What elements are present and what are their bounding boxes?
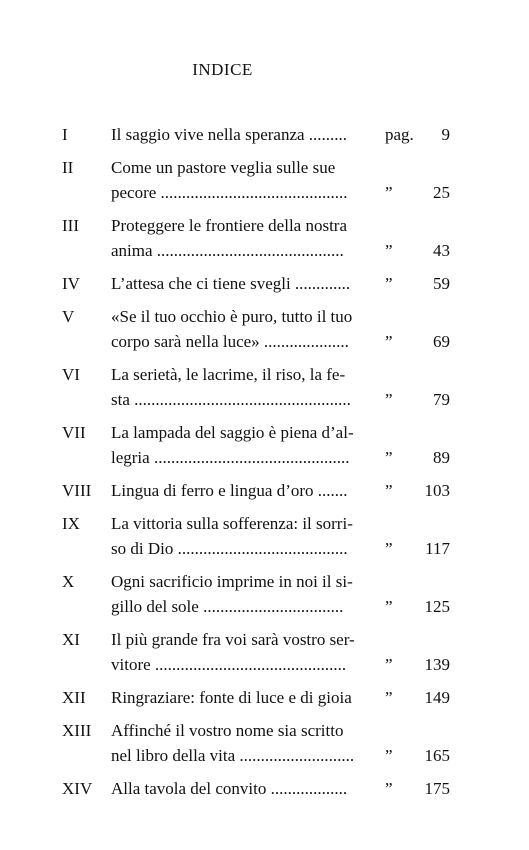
chapter-title	[111, 271, 373, 296]
page-number: 103	[424, 481, 450, 500]
chapter-title-line: Come un pastore veglia sulle sue	[111, 158, 336, 177]
chapter-title	[111, 362, 373, 412]
chapter-title-line: pecore ............................................	[111, 183, 348, 202]
toc-entry	[62, 271, 452, 296]
chapter-title-line: vitore .............................................	[111, 655, 347, 674]
page-reference	[377, 387, 452, 412]
chapter-title-line: Alla tavola del convito ..................	[111, 779, 348, 798]
chapter-number: III	[62, 216, 79, 235]
chapter-title-line: gillo del sole .................................	[111, 597, 344, 616]
chapter-number: II	[62, 158, 74, 177]
page-number: 175	[424, 779, 450, 798]
chapter-title-line: Ogni sacrificio imprime in noi il si-	[111, 572, 353, 591]
toc-entry	[62, 718, 452, 768]
page-reference	[377, 122, 452, 147]
page-number: 117	[425, 539, 450, 558]
chapter-title-line: sta ...................................................	[111, 390, 351, 409]
toc-entry	[62, 478, 452, 503]
page-number: 89	[433, 448, 450, 467]
page-reference	[377, 478, 452, 503]
toc-entry	[62, 155, 452, 205]
page-number: 9	[441, 125, 450, 144]
chapter-title-line: Proteggere le frontiere della nostra	[111, 216, 348, 235]
chapter-title	[111, 627, 373, 677]
page-title: INDICE	[192, 60, 253, 79]
toc-entry	[62, 304, 452, 354]
chapter-number: VIII	[62, 481, 92, 500]
page-reference	[377, 445, 452, 470]
page-prefix: ”	[385, 274, 393, 293]
toc-entry	[62, 776, 452, 801]
page-prefix: ”	[385, 448, 393, 467]
page-prefix: pag.	[385, 125, 414, 144]
page-number: 125	[424, 597, 450, 616]
page-reference	[377, 652, 452, 677]
chapter-title	[111, 478, 373, 503]
page-number: 139	[424, 655, 450, 674]
page-number: 43	[433, 241, 450, 260]
page-prefix: ”	[385, 779, 393, 798]
chapter-title-line: La lampada del saggio è piena d’al-	[111, 423, 354, 442]
page-number: 165	[424, 746, 450, 765]
toc-entry	[62, 627, 452, 677]
chapter-title	[111, 155, 373, 205]
page-reference	[377, 536, 452, 561]
page-reference	[377, 743, 452, 768]
page-number: 25	[433, 183, 450, 202]
chapter-number: XIV	[62, 779, 93, 798]
toc-entry	[62, 569, 452, 619]
chapter-title	[111, 511, 373, 561]
chapter-title	[111, 213, 373, 263]
chapter-title	[111, 420, 373, 470]
page-prefix: ”	[385, 183, 393, 202]
chapter-title	[111, 569, 373, 619]
chapter-number: VII	[62, 423, 86, 442]
chapter-number: VI	[62, 365, 80, 384]
page-number: 149	[424, 688, 450, 707]
table-of-contents	[62, 122, 452, 809]
page-number: 79	[433, 390, 450, 409]
chapter-title-line: «Se il tuo occhio è puro, tutto il tuo	[111, 307, 353, 326]
toc-entry	[62, 420, 452, 470]
chapter-title-line: corpo sarà nella luce» ....................	[111, 332, 349, 351]
page-prefix: ”	[385, 688, 393, 707]
page-reference	[377, 594, 452, 619]
chapter-title-line: La serietà, le lacrime, il riso, la fe-	[111, 365, 346, 384]
page-reference	[377, 685, 452, 710]
chapter-title	[111, 718, 373, 768]
chapter-title	[111, 685, 373, 710]
chapter-title-line: L’attesa che ci tiene svegli .............	[111, 274, 351, 293]
page-prefix: ”	[385, 332, 393, 351]
page-number: 69	[433, 332, 450, 351]
chapter-title-line: Il più grande fra voi sarà vostro ser-	[111, 630, 355, 649]
page-prefix: ”	[385, 597, 393, 616]
page-reference	[377, 180, 452, 205]
page-prefix: ”	[385, 655, 393, 674]
chapter-title-line: Affinché il vostro nome sia scritto	[111, 721, 344, 740]
toc-entry	[62, 122, 452, 147]
toc-entry	[62, 362, 452, 412]
toc-entry	[62, 213, 452, 263]
chapter-title	[111, 122, 373, 147]
chapter-title-line: Ringraziare: fonte di luce e di gioia	[111, 688, 352, 707]
chapter-title-line: nel libro della vita ...........................	[111, 746, 355, 765]
toc-entry	[62, 511, 452, 561]
chapter-number: XIII	[62, 721, 92, 740]
chapter-number: XII	[62, 688, 86, 707]
page-number: 59	[433, 274, 450, 293]
page-reference	[377, 776, 452, 801]
chapter-title-line: Il saggio vive nella speranza .........	[111, 125, 348, 144]
page-prefix: ”	[385, 746, 393, 765]
chapter-title	[111, 304, 373, 354]
chapter-title-line: Lingua di ferro e lingua d’oro .......	[111, 481, 348, 500]
chapter-title-line: anima ............................................	[111, 241, 344, 260]
chapter-number: IX	[62, 514, 80, 533]
chapter-number: IV	[62, 274, 80, 293]
page-reference	[377, 271, 452, 296]
chapter-title-line: legria ..............................................	[111, 448, 350, 467]
page-prefix: ”	[385, 241, 393, 260]
page-reference	[377, 329, 452, 354]
chapter-number: V	[62, 307, 75, 326]
chapter-title	[111, 776, 373, 801]
chapter-number: X	[62, 572, 75, 591]
page-prefix: ”	[385, 481, 393, 500]
chapter-title-line: La vittoria sulla sofferenza: il sorri-	[111, 514, 353, 533]
toc-entry	[62, 685, 452, 710]
page-reference	[377, 238, 452, 263]
page-prefix: ”	[385, 539, 393, 558]
chapter-number: I	[62, 125, 68, 144]
chapter-number: XI	[62, 630, 80, 649]
chapter-title-line: so di Dio ........................................	[111, 539, 348, 558]
page-prefix: ”	[385, 390, 393, 409]
